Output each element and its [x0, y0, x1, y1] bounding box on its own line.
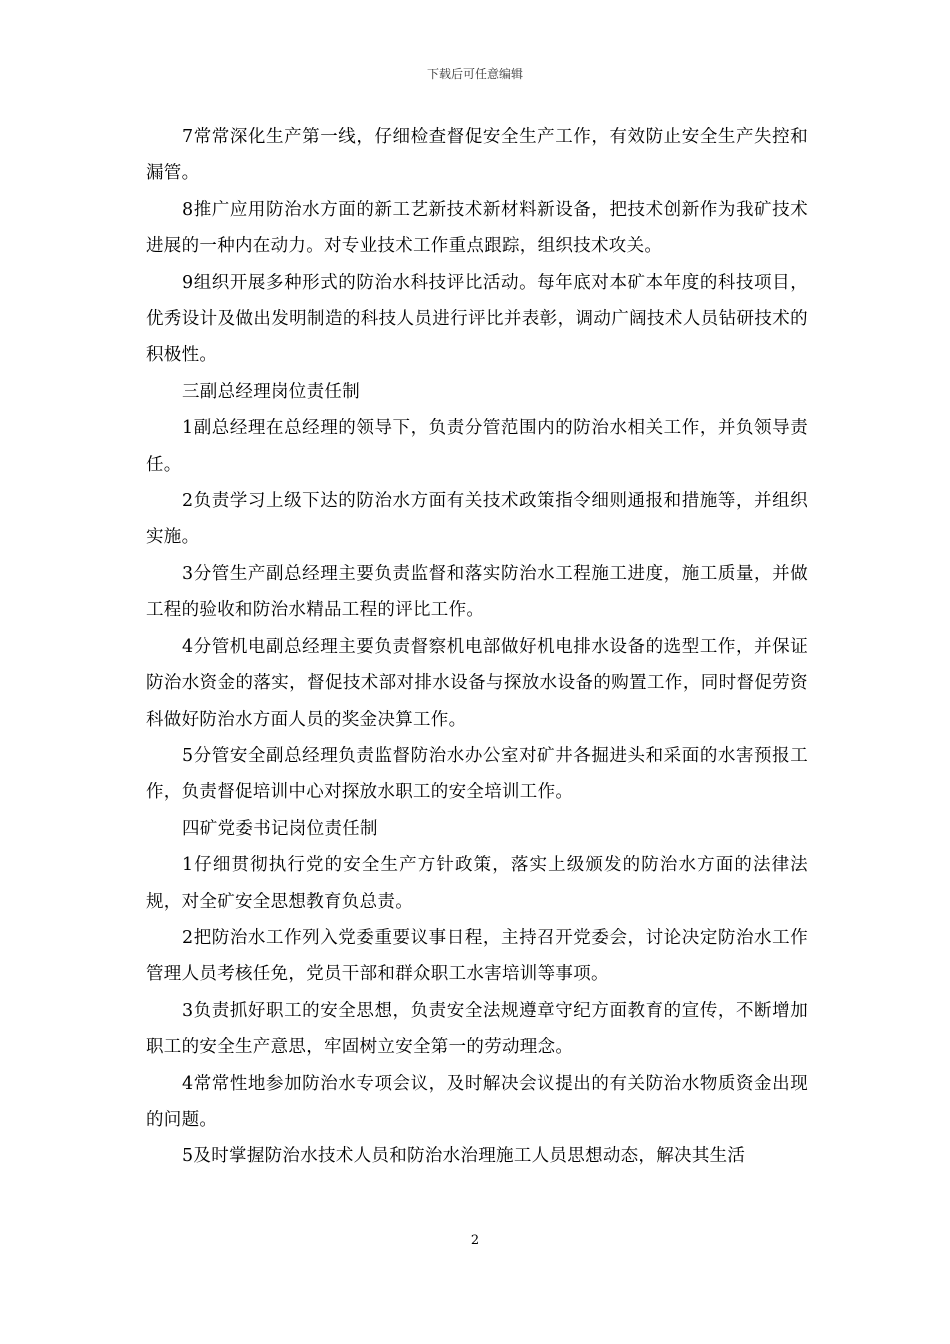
- section-heading-deputy-gm: 三副总经理岗位责任制: [182, 381, 360, 402]
- paragraph-secretary-5: 5及时掌握防治水技术人员和防治水治理施工人员思想动态，解决其生活: [182, 1146, 746, 1167]
- paragraph-secretary-3: 3负责抓好职工的安全思想，负责安全法规遵章守纪方面教育的宣传，不断增加职工的安全生产意思，牢固树立安全第一的劳动理念。: [146, 1000, 808, 1058]
- page-header: 下载后可任意编辑: [426, 67, 523, 81]
- paragraph-secretary-4: 4常常性地参加防治水专项会议，及时解决会议提出的有关防治水物质资金出现的问题。: [146, 1073, 808, 1130]
- paragraph-deputy-2: 2负责学习上级下达的防治水方面有关技术政策指令细则通报和措施等，并组织实施。: [146, 491, 808, 548]
- paragraph-secretary-2: 2把防治水工作列入党委重要议事日程，主持召开党委会，讨论决定防治水工作管理人员考核任免，党员干部和群众职工水害培训等事项。: [146, 927, 808, 985]
- paragraph-deputy-3: 3分管生产副总经理主要负责监督和落实防治水工程施工进度，施工质量，并做工程的验收和防治水精品工程的评比工作。: [146, 563, 808, 621]
- paragraph-9-tech-appraisal: 9组织开展多种形式的防治水科技评比活动。每年底对本矿本年度的科技项目，优秀设计及做出发明制造的科技人员进行评比并表彰，调动广阔技术人员钻研技术的积极性。: [146, 272, 808, 366]
- document-body: [146, 119, 808, 1175]
- paragraph-deputy-5: 5分管安全副总经理负责监督防治水办公室对矿井各掘进头和采面的水害预报工作，负责督促培训中心对探放水职工的安全培训工作。: [146, 745, 808, 803]
- paragraph-deputy-4: 4分管机电副总经理主要负责督察机电部做好机电排水设备的选型工作，并保证防治水资金的落实，督促技术部对排水设备与探放水设备的购置工作，同时督促劳资科做好防治水方面人员的奖金决算工作。: [146, 636, 808, 730]
- paragraph-8-technology-innovation: 8推广应用防治水方面的新工艺新技术新材料新设备，把技术创新作为我矿技术进展的一种内在动力。对专业技术工作重点跟踪，组织技术攻关。: [146, 199, 808, 257]
- paragraph-secretary-1: 1仔细贯彻执行党的安全生产方针政策，落实上级颁发的防治水方面的法律法规，对全矿安全思想教育负总责。: [146, 855, 808, 912]
- section-heading-party-secretary: 四矿党委书记岗位责任制: [182, 818, 378, 839]
- paragraph-deputy-1: 1副总经理在总经理的领导下，负责分管范围内的防治水相关工作，并负领导责任。: [146, 418, 808, 475]
- page-number: 2: [470, 1233, 480, 1248]
- paragraph-7-frontline-inspection: 7常常深化生产第一线，仔细检查督促安全生产工作，有效防止安全生产失控和漏管。: [146, 127, 808, 184]
